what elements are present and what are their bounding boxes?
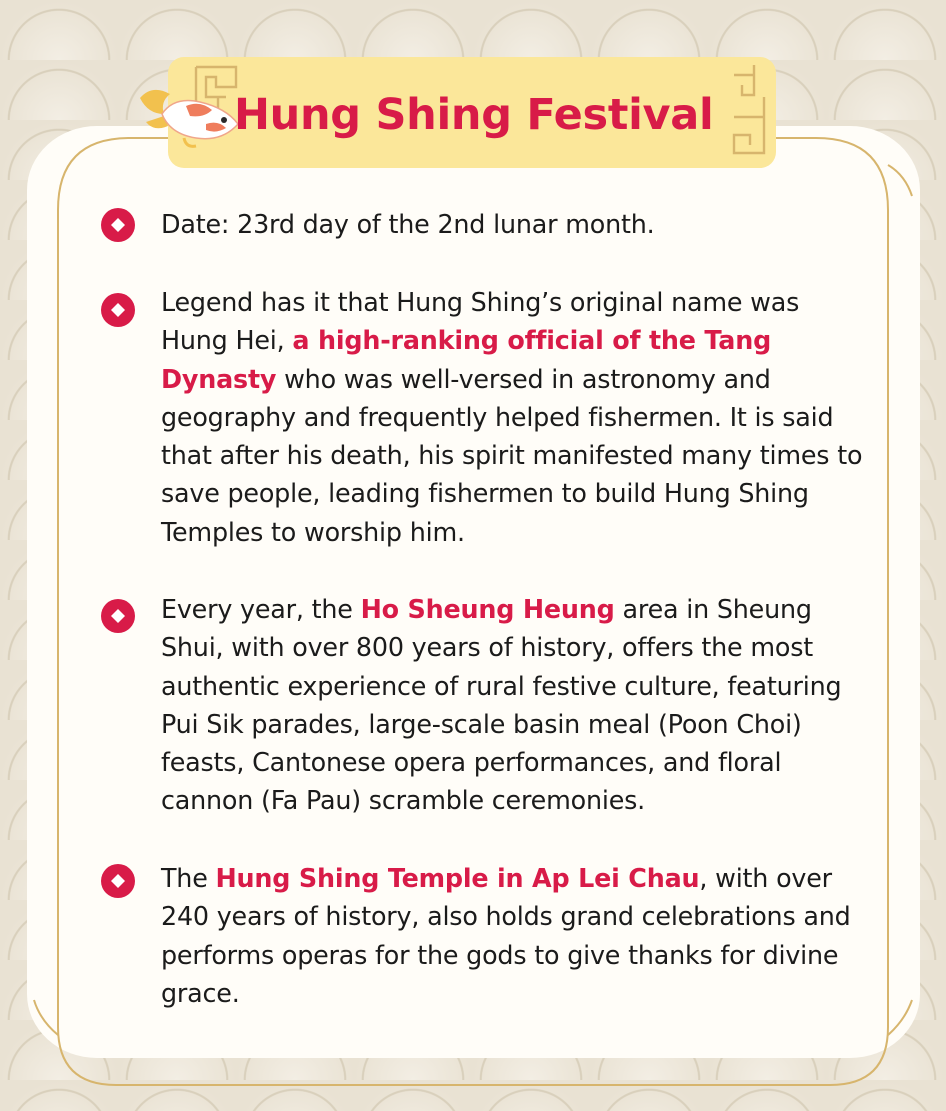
list-item-date <box>161 205 871 243</box>
page-title: Hung Shing Festival <box>234 90 714 140</box>
item-text: Every year, the <box>161 594 361 624</box>
diamond-bullet-icon <box>100 207 136 243</box>
diamond-bullet-icon <box>100 292 136 328</box>
item-text: Legend has it that Hung Shing’s original name was Hung Hei, <box>161 287 800 356</box>
highlight-text: Ho Sheung Heung <box>360 594 615 624</box>
item-text: area in Sheung Shui, with over 800 years of history, offers the most authentic experience of rural festive culture, featuring Pui Sik parades, large-scale basin meal (Poon Choi) feasts, Cantonese opera performances, and floral cannon (Fa Pau) scramble ceremonies. <box>161 594 842 816</box>
item-text: Date: 23rd day of the 2nd lunar month. <box>161 209 655 239</box>
list-item-ho-sheung-heung <box>161 590 871 820</box>
item-text: who was well-versed in astronomy and geography and frequently helped fishermen. It is said that after his death, his spirit manifested many times to save people, leading fishermen to build Hung Shing Temples to worship him. <box>161 363 863 547</box>
list-item-legend <box>161 283 871 551</box>
koi-fish-icon <box>134 80 244 150</box>
item-text: , with over 240 years of history, also holds grand celebrations and performs operas for the gods to give thanks for divine grace. <box>161 863 851 1008</box>
lattice-right-icon <box>724 57 776 168</box>
diamond-bullet-icon <box>100 863 136 899</box>
item-text: The <box>161 863 216 893</box>
diamond-bullet-icon <box>100 598 136 634</box>
list-item-ap-lei-chau <box>161 859 871 1012</box>
highlight-text: Hung Shing Temple in Ap Lei Chau <box>215 863 700 893</box>
highlight-text: a high-ranking official of the Tang Dynasty <box>161 325 772 394</box>
